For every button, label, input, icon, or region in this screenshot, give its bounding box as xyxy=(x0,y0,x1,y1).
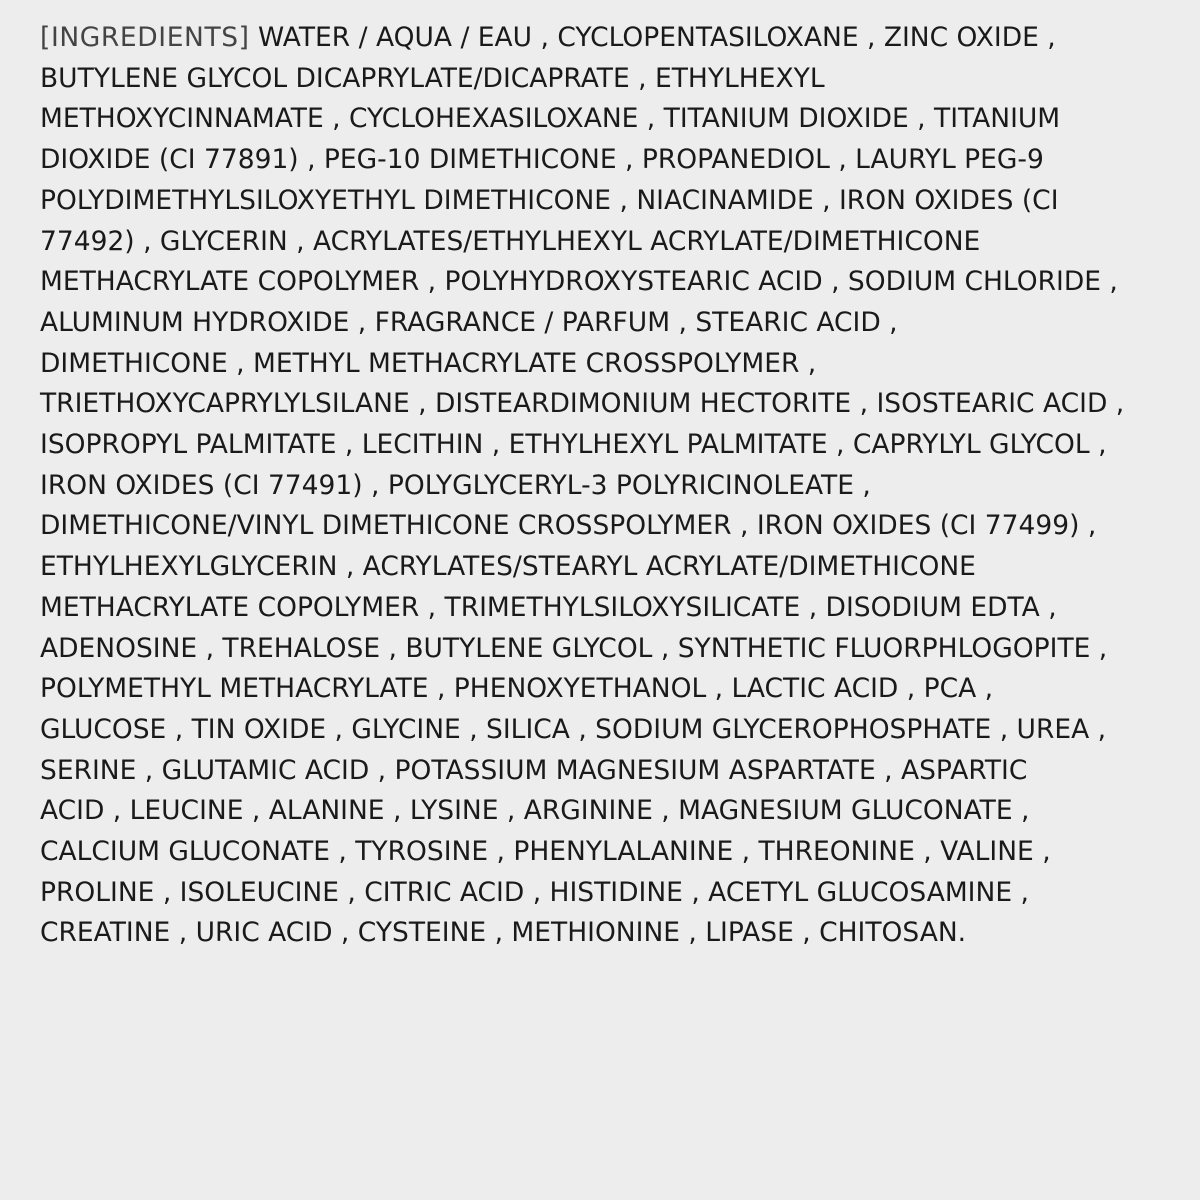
ingredients-line: POLYMETHYL METHACRYLATE , PHENOXYETHANOL , LACTIC ACID , PCA , xyxy=(40,673,994,705)
ingredients-line: ADENOSINE , TREHALOSE , BUTYLENE GLYCOL , SYNTHETIC FLUORPHLOGOPITE , xyxy=(40,632,1108,664)
ingredients-line-1 xyxy=(40,18,1170,59)
ingredients-line: METHOXYCINNAMATE , CYCLOHEXASILOXANE , TITANIUM DIOXIDE , TITANIUM xyxy=(40,103,1061,135)
ingredients-line: DIOXIDE (CI 77891) , PEG-10 DIMETHICONE , PROPANEDIOL , LAURYL PEG-9 xyxy=(40,144,1044,176)
ingredients-line: ISOPROPYL PALMITATE , LECITHIN , ETHYLHEXYL PALMITATE , CAPRYLYL GLYCOL , xyxy=(40,429,1107,461)
ingredients-line: TRIETHOXYCAPRYLYLSILANE , DISTEARDIMONIUM HECTORITE , ISOSTEARIC ACID , xyxy=(40,388,1125,420)
ingredients-line: GLUCOSE , TIN OXIDE , GLYCINE , SILICA , SODIUM GLYCEROPHOSPHATE , UREA , xyxy=(40,713,1107,745)
ingredients-line: CALCIUM GLUCONATE , TYROSINE , PHENYLALANINE , THREONINE , VALINE , xyxy=(40,836,1051,868)
ingredients-line: IRON OXIDES (CI 77491) , POLYGLYCERYL-3 POLYRICINOLEATE , xyxy=(40,469,871,501)
ingredients-line: BUTYLENE GLYCOL DICAPRYLATE/DICAPRATE , ETHYLHEXYL xyxy=(40,62,825,94)
ingredients-line: POLYDIMETHYLSILOXYETHYL DIMETHICONE , NIACINAMIDE , IRON OXIDES (CI xyxy=(40,184,1059,216)
ingredients-line: ACID , LEUCINE , ALANINE , LYSINE , ARGININE , MAGNESIUM GLUCONATE , xyxy=(40,795,1030,827)
ingredients-heading: [INGREDIENTS] xyxy=(40,22,250,53)
ingredients-line: SERINE , GLUTAMIC ACID , POTASSIUM MAGNESIUM ASPARTATE , ASPARTIC xyxy=(40,754,1028,786)
ingredients-text: WATER / AQUA / EAU , CYCLOPENTASILOXANE , ZINC OXIDE , xyxy=(249,22,1056,53)
ingredients-line: DIMETHICONE , METHYL METHACRYLATE CROSSPOLYMER , xyxy=(40,347,817,379)
ingredients-line: CREATINE , URIC ACID , CYSTEINE , METHIONINE , LIPASE , CHITOSAN. xyxy=(40,917,967,949)
ingredients-line: DIMETHICONE/VINYL DIMETHICONE CROSSPOLYMER , IRON OXIDES (CI 77499) , xyxy=(40,510,1097,542)
ingredients-line: ETHYLHEXYLGLYCERIN , ACRYLATES/STEARYL ACRYLATE/DIMETHICONE xyxy=(40,551,976,583)
ingredients-line: 77492) , GLYCERIN , ACRYLATES/ETHYLHEXYL ACRYLATE/DIMETHICONE xyxy=(40,225,981,257)
ingredients-line: PROLINE , ISOLEUCINE , CITRIC ACID , HISTIDINE , ACETYL GLUCOSAMINE , xyxy=(40,876,1029,908)
ingredients-panel xyxy=(40,18,1170,954)
ingredients-line: METHACRYLATE COPOLYMER , POLYHYDROXYSTEARIC ACID , SODIUM CHLORIDE , xyxy=(40,266,1118,298)
ingredients-line: METHACRYLATE COPOLYMER , TRIMETHYLSILOXYSILICATE , DISODIUM EDTA , xyxy=(40,591,1057,623)
ingredients-line: ALUMINUM HYDROXIDE , FRAGRANCE / PARFUM , STEARIC ACID , xyxy=(40,306,898,338)
